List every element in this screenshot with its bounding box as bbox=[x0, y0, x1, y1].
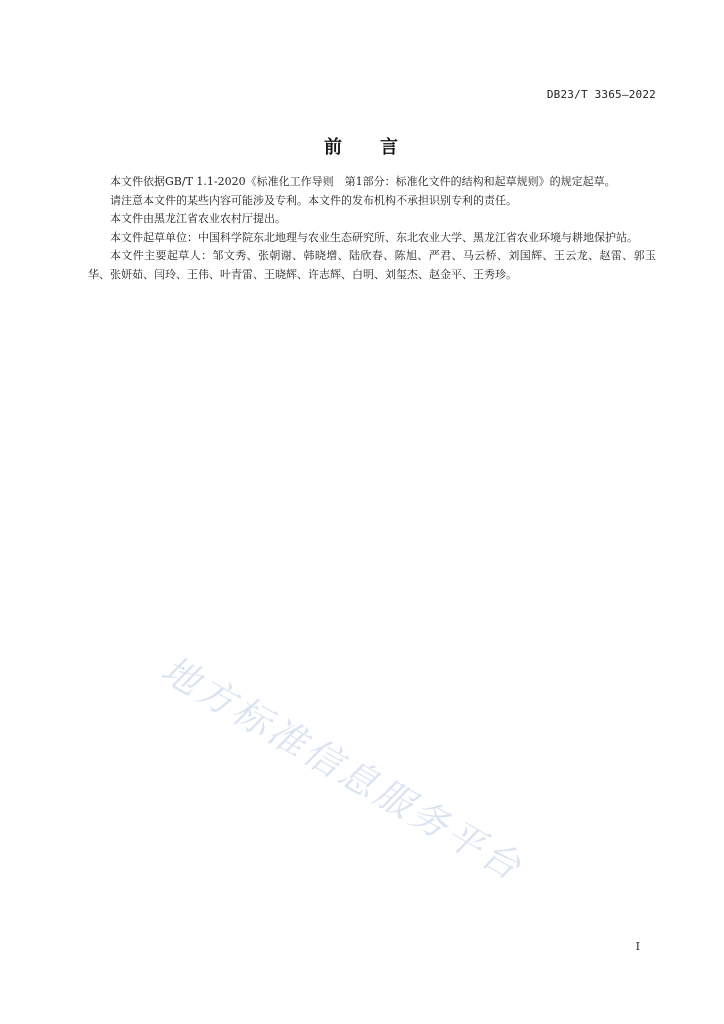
paragraph-drafters: 本文件主要起草人：邹文秀、张朝谢、韩晓增、陆欣春、陈旭、严君、马云桥、刘国辉、王云龙、赵雷、郭玉华、张妍茹、闫玲、王伟、叶青雷、王晓辉、许志辉、白明、刘玺杰、赵金平、王秀珍。 bbox=[88, 249, 656, 281]
paragraph-patent-notice: 请注意本文件的某些内容可能涉及专利。本文件的发布机构不承担识别专利的责任。 bbox=[110, 193, 517, 207]
foreword-body bbox=[88, 173, 656, 284]
paragraph-basis: 本文件依据GB/T 1.1-2020《标准化工作导则 第1部分：标准化文件的结构和起草规则》的规定起草。 bbox=[110, 175, 616, 188]
page-number: I bbox=[635, 940, 640, 953]
paragraph-drafting-units: 本文件起草单位：中国科学院东北地理与农业生态研究所、东北农业大学、黑龙江省农业环境与耕地保护站。 bbox=[110, 230, 638, 244]
watermark: 地方标准信息服务平台 bbox=[154, 647, 531, 891]
page-title bbox=[0, 133, 724, 159]
title-char-2: 言 bbox=[380, 137, 400, 158]
document-code: DB23/T 3365—2022 bbox=[546, 88, 656, 101]
title-char-1: 前 bbox=[324, 137, 344, 158]
paragraph-proposer: 本文件由黑龙江省农业农村厅提出。 bbox=[110, 212, 286, 225]
